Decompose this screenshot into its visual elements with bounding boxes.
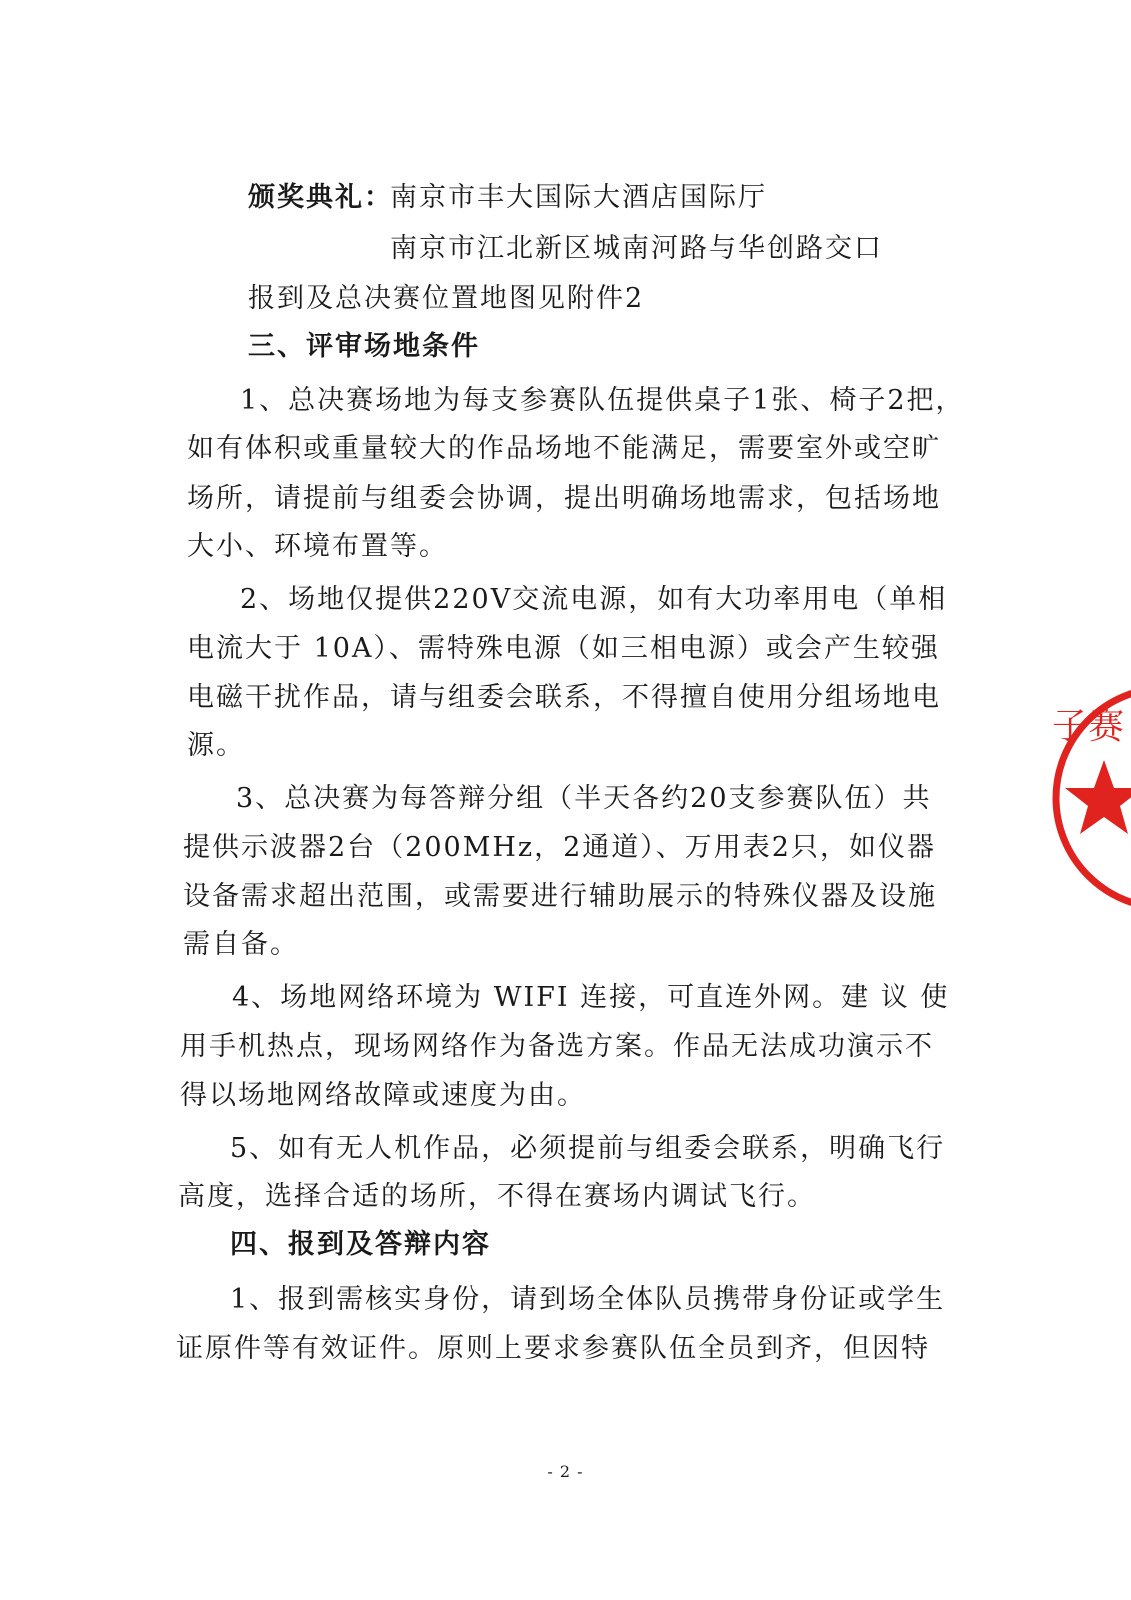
section-3-heading: 三、评审场地条件 — [248, 331, 480, 362]
paragraph-line: 场所，请提前与组委会协调，提出明确场地需求，包括场地 — [187, 483, 941, 514]
award-label: 颁奖典礼： — [248, 182, 393, 213]
paragraph-line: 5、如有无人机作品，必须提前与组委会联系，明确飞行 — [230, 1133, 946, 1164]
paragraph-line: 设备需求超出范围，或需要进行辅助展示的特殊仪器及设施 — [183, 881, 937, 912]
official-seal — [1048, 680, 1131, 920]
award-venue: 南京市丰大国际大酒店国际厅 — [390, 182, 767, 213]
paragraph-line: 电流大于 10A）、需特殊电源（如三相电源）或会产生较强 — [187, 633, 940, 664]
paragraph-line: 需自备。 — [183, 929, 299, 960]
map-note: 报到及总决赛位置地图见附件2 — [248, 283, 645, 314]
paragraph-line: 如有体积或重量较大的作品场地不能满足，需要室外或空旷 — [187, 433, 941, 464]
paragraph-line: 提供示波器2台（200MHz，2通道）、万用表2只，如仪器 — [183, 832, 936, 863]
section-4-heading: 四、报到及答辩内容 — [230, 1229, 491, 1260]
paragraph-line: 3、总决赛为每答辩分组（半天各约20支参赛队伍）共 — [236, 783, 932, 814]
paragraph-line: 证原件等有效证件。原则上要求参赛队伍全员到齐，但因特 — [176, 1333, 930, 1364]
paragraph-line: 用手机热点，现场网络作为备选方案。作品无法成功演示不 — [180, 1031, 934, 1062]
paragraph-line: 4、场地网络环境为 WIFI 连接，可直连外网。建 议 使 — [232, 982, 950, 1013]
paragraph-line: 大小、环境布置等。 — [187, 531, 448, 562]
paragraph-line: 源。 — [187, 730, 245, 761]
award-address: 南京市江北新区城南河路与华创路交口 — [390, 233, 883, 264]
paragraph-line: 电磁干扰作品，请与组委会联系，不得擅自使用分组场地电 — [187, 682, 941, 713]
seal-text: 子赛 — [1052, 706, 1125, 747]
page-number: - 2 - — [547, 1462, 584, 1481]
paragraph-line: 2、场地仅提供220V交流电源，如有大功率用电（单相 — [240, 584, 948, 615]
paragraph-line: 得以场地网络故障或速度为由。 — [180, 1080, 586, 1111]
paragraph-line: 高度，选择合适的场所，不得在赛场内调试飞行。 — [178, 1181, 816, 1212]
paragraph-line: 1、报到需核实身份，请到场全体队员携带身份证或学生 — [230, 1284, 946, 1315]
paragraph-line: 1、总决赛场地为每支参赛队伍提供桌子1张、椅子2把， — [240, 385, 965, 416]
star-icon — [1065, 760, 1131, 834]
